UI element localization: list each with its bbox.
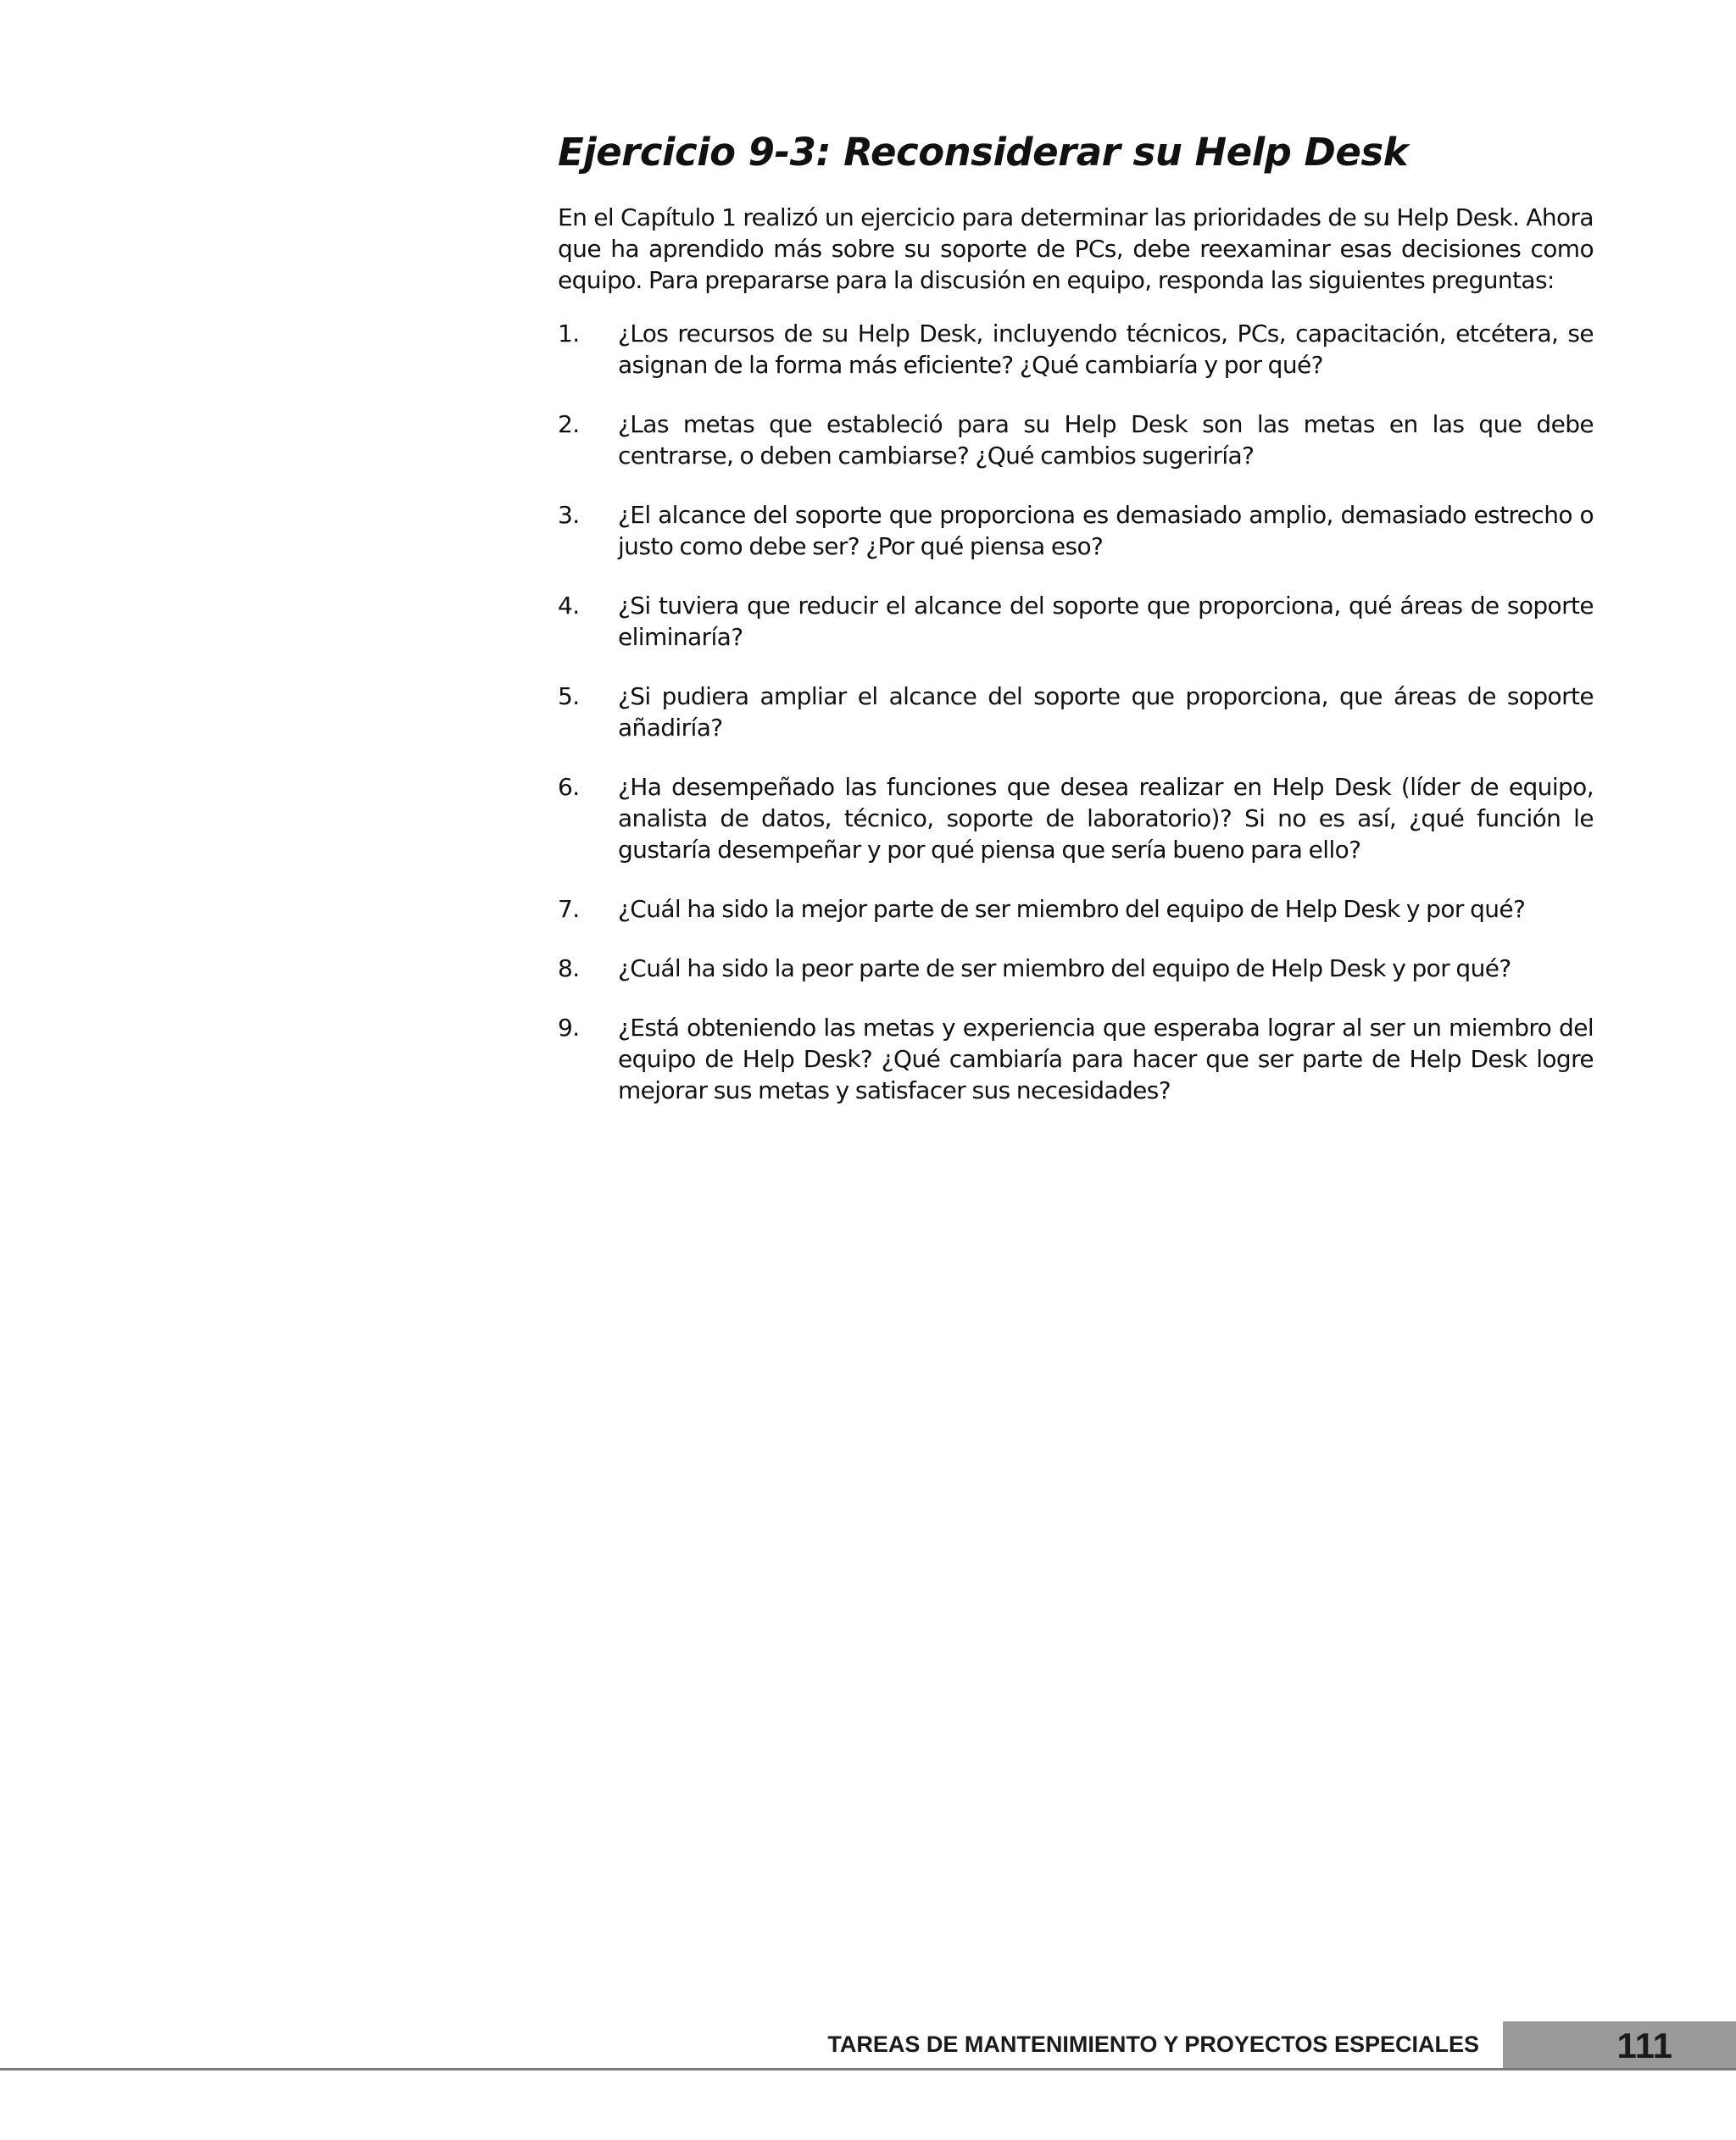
item-number: 4. (558, 592, 580, 620)
item-text: ¿Cuál ha sido la mejor parte de ser miembro del equipo de Help Desk y por qué? (618, 895, 1526, 923)
intro-paragraph: En el Capítulo 1 realizó un ejercicio para determinar las prioridades de su Help Desk. Ahora que ha aprendido más sobre su soporte de PCs, debe reexaminar esas decisiones como equipo. Para prepararse para la discusión en equipo, responda las siguientes preguntas: (558, 203, 1594, 294)
exercise-title: Ejercicio 9-3: Reconsiderar su Help Desk (558, 130, 1409, 175)
question-list (558, 318, 1594, 1106)
list-item (558, 409, 1594, 471)
item-number: 6. (558, 773, 580, 801)
list-item (558, 590, 1594, 653)
item-number: 5. (558, 682, 580, 710)
list-item (558, 953, 1594, 984)
item-number: 7. (558, 895, 580, 923)
page-content (558, 127, 1594, 1134)
list-item (558, 771, 1594, 865)
item-number: 1. (558, 320, 580, 347)
item-text: ¿El alcance del soporte que proporciona es demasiado amplio, demasiado estrecho o justo como debe ser? ¿Por qué piensa eso? (618, 501, 1594, 560)
item-number: 9. (558, 1014, 580, 1042)
page-number-box (1503, 2021, 1736, 2068)
list-item (558, 318, 1594, 381)
item-text: ¿Los recursos de su Help Desk, incluyendo técnicos, PCs, capacitación, etcétera, se asignan de la forma más eficiente? ¿Qué cambiaría y por qué? (618, 320, 1594, 379)
footer-divider (0, 2068, 1736, 2071)
item-text: ¿Está obteniendo las metas y experiencia que esperaba lograr al ser un miembro del equipo de Help Desk? ¿Qué cambiaría para hacer que ser parte de Help Desk logre mejorar sus metas y satisfacer sus necesidades? (618, 1014, 1594, 1104)
item-text: ¿Ha desempeñado las funciones que desea realizar en Help Desk (líder de equipo, analista de datos, técnico, soporte de laboratorio)? Si no es así, ¿qué función le gustaría desempeñar y por qué piensa que sería bueno para ello? (618, 773, 1594, 864)
list-item (558, 499, 1594, 562)
item-number: 2. (558, 410, 580, 438)
item-number: 8. (558, 954, 580, 982)
item-text: ¿Las metas que estableció para su Help Desk son las metas en las que debe centrarse, o deben cambiarse? ¿Qué cambios sugeriría? (618, 410, 1594, 470)
list-item (558, 1012, 1594, 1106)
item-text: ¿Si tuviera que reducir el alcance del soporte que proporciona, qué áreas de soporte eliminaría? (618, 592, 1594, 651)
list-item (558, 893, 1594, 925)
item-text: ¿Cuál ha sido la peor parte de ser miembro del equipo de Help Desk y por qué? (618, 954, 1511, 982)
footer-section-title: TAREAS DE MANTENIMIENTO Y PROYECTOS ESPECIALES (827, 2032, 1479, 2057)
item-number: 3. (558, 501, 580, 529)
list-item (558, 681, 1594, 743)
page-number: 111 (1616, 2026, 1672, 2065)
item-text: ¿Si pudiera ampliar el alcance del soporte que proporciona, que áreas de soporte añadiría? (618, 682, 1594, 742)
